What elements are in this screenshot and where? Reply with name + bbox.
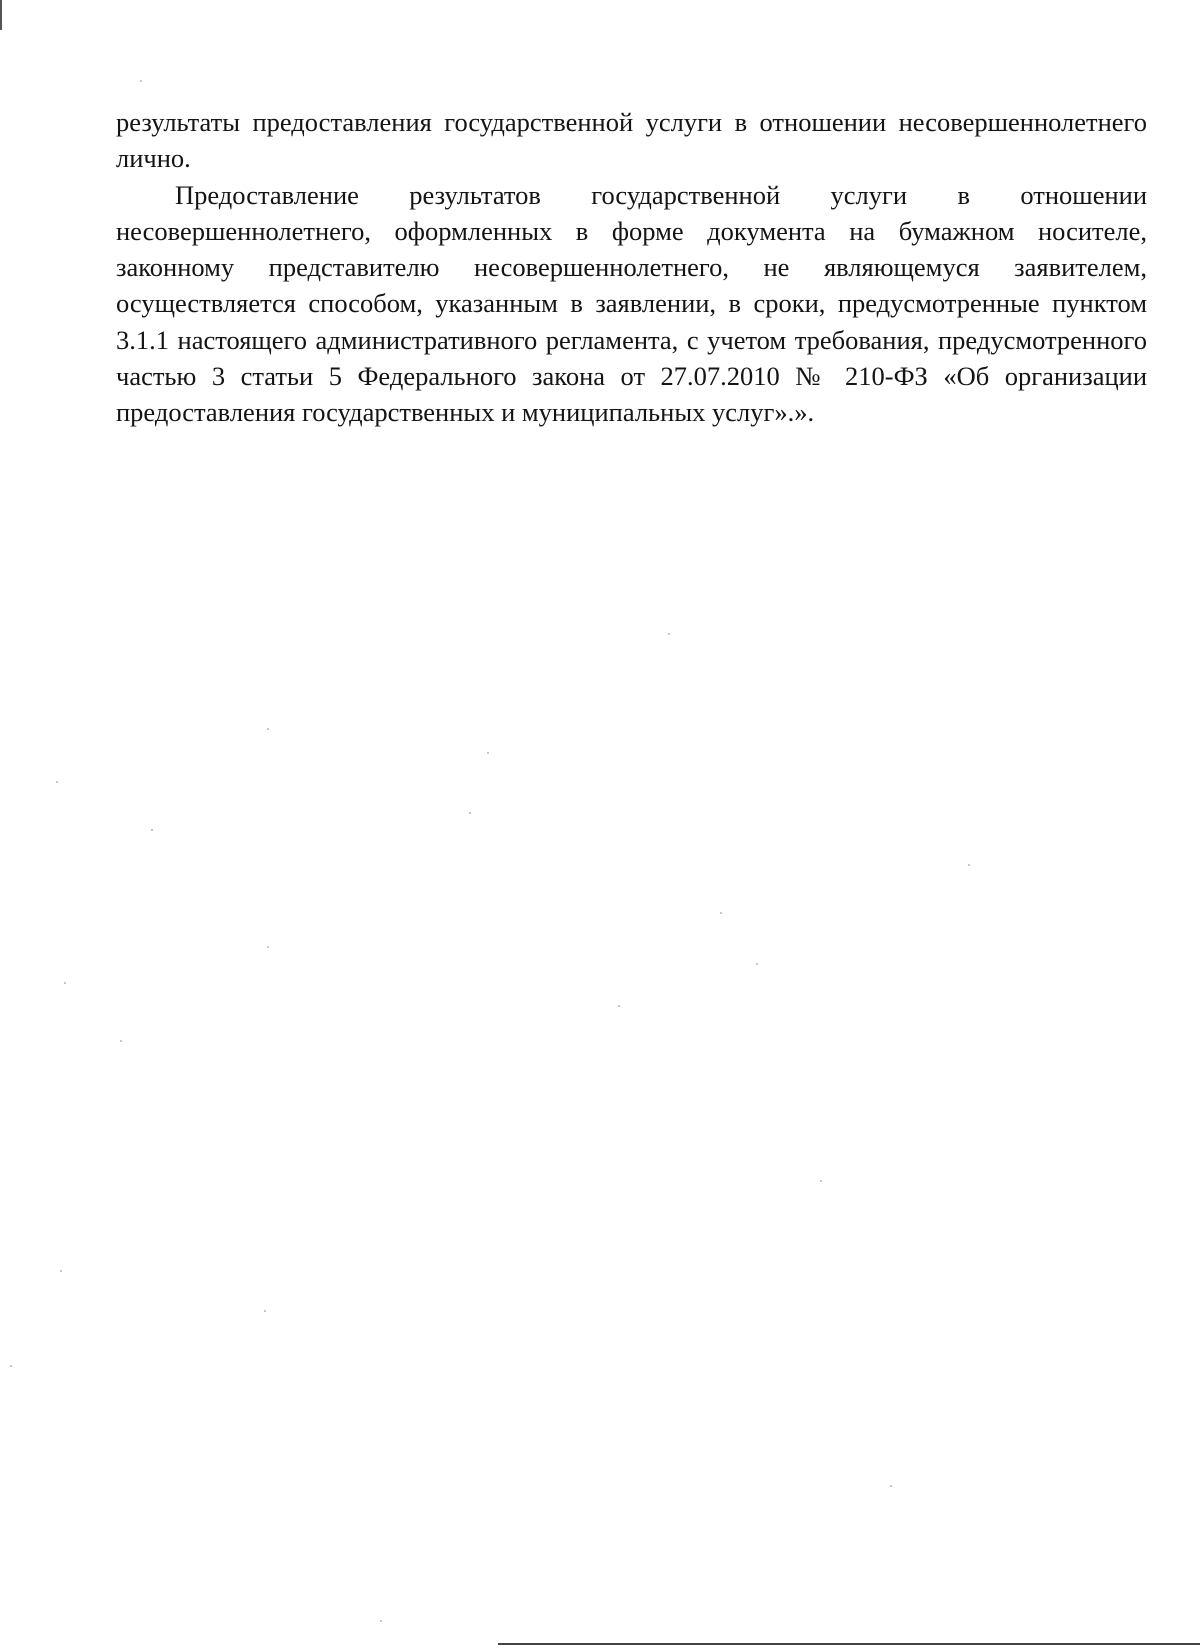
document-body [116, 104, 1147, 431]
paragraph-results-delivery: Предоставление результатов государственной услуги в отношении несовершеннолетнего, оформленных в форме документа на бумажном носителе, законному представителю несовершеннолетнего, не являющемуся заявителем, осуществляется способом, указанным в заявлении, в сроки, предусмотренные пунктом 3.1.1 настоящего административного регламента, с учетом требования, предусмотренного частью 3 статьи 5 Федерального закона от 27.07.2010 № 210-ФЗ «Об организации предоставления государственных и муниципальных услуг».». [116, 179, 1147, 428]
scan-edge-bottom [498, 1643, 1200, 1645]
scan-edge-left [0, 0, 2, 30]
paragraph-continuation: результаты предоставления государственной услуги в отношении несовершеннолетнего лично. [116, 107, 1147, 174]
